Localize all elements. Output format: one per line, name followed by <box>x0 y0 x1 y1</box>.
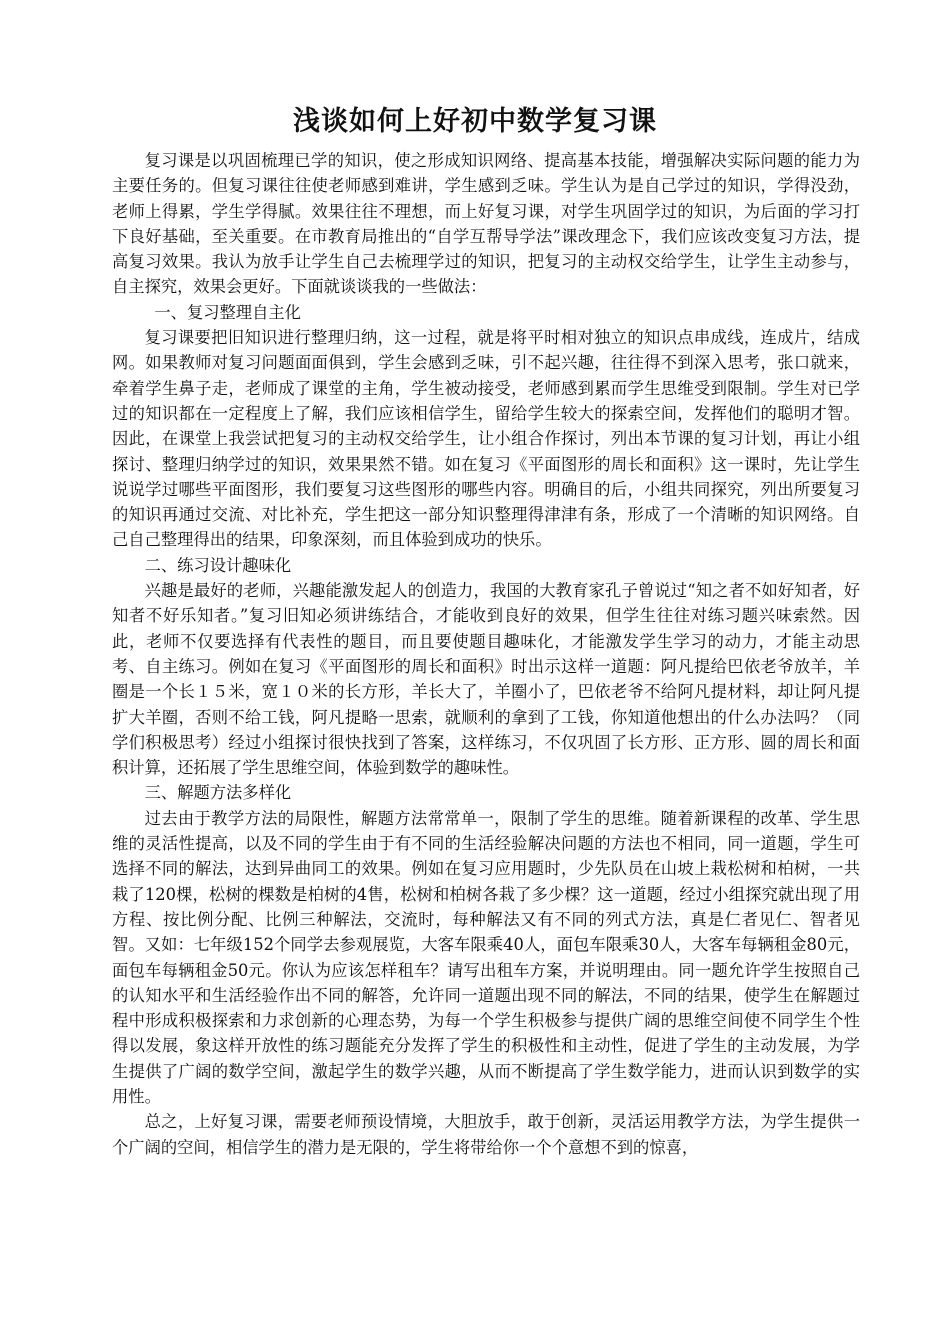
section-heading-3: 三、解题方法多样化 <box>144 783 292 803</box>
section-paragraph-1: 复习课要把旧知识进行整理归纳，这一过程，就是将平时相对独立的知识点串成线，连成片，结成网。如果教师对复习问题面面俱到，学生会感到乏味，引不起兴趣，往往得不到深入思考，张口就来，牵着学生鼻子走，老师成了课堂的主角，学生被动接受，老师感到累而学生思维受到限制。学生对已学过的知识都在一定程度上了解，我们应该相信学生，留给学生较大的探索空间，发挥他们的聪明才智。因此，在课堂上我尝试把复习的主动权交给学生，让小组合作探讨，列出本节课的复习计划，再让小组探讨、整理归纳学过的知识，效果果然不错。如在复习《平面图形的周长和面积》这一课时，先让学生说说学过哪些平面图形，我们要复习这些图形的哪些内容。明确目的后，小组共同探究，列出所要复习的知识再通过交流、对比补充，学生把这一部分知识整理得津津有条，形成了一个清晰的知识网络。自己自己整理得出的结果，印象深刻，而且体验到成功的快乐。 <box>112 328 860 550</box>
section-paragraph-2: 兴趣是最好的老师，兴趣能激发起人的创造力，我国的大教育家孔子曾说过“知之者不如好知者，好知者不好乐知者。”复习旧知必须讲练结合，才能收到良好的效果，但学生往往对练习题兴味索然。因此，老师不仅要选择有代表性的题目，而且要使题目趣味化，才能激发学生学习的动力，才能主动思考、自主练习。例如在复习《平面图形的周长和面积》时出示这样一道题：阿凡提给巴依老爷放羊，羊圈是一个长１５米，宽１０米的长方形，羊长大了，羊圈小了，巴依老爷不给阿凡提材料，却让阿凡提扩大羊圈，否则不给工钱，阿凡提略一思索，就顺利的拿到了工钱，你知道他想出的什么办法吗？（同学们积极思考）经过小组探讨很快找到了答案，这样练习，不仅巩固了长方形、正方形、圆的周长和面积计算，还拓展了学生思维空间，体验到数学的趣味性。 <box>112 581 860 778</box>
section-paragraph-3: 过去由于教学方法的局限性，解题方法常常单一，限制了学生的思维。随着新课程的改革、学生思维的灵活性提高，以及不同的学生由于有不同的生活经验解决问题的方法也不相同，同一道题，学生可选择不同的解法，达到异曲同工的效果。例如在复习应用题时，少先队员在山坡上栽松树和柏树，一共栽了120棵，松树的棵数是柏树的4售，松树和柏树各栽了多少棵？这一道题，经过小组探究就出现了用方程、按比例分配、比例三种解法，交流时，每种解法又有不同的列式方法，真是仁者见仁、智者见智。又如：七年级152个同学去参观展览，大客车限乘40人，面包车限乘30人，大客车每辆租金80元，面包车每辆租金50元。你认为应该怎样租车？请写出租车方案，并说明理由。同一题允许学生按照自己的认知水平和生活经验作出不同的解答，允许同一道题出现不同的解法，不同的结果，使学生在解题过程中形成积极探索和力求创新的心理态势，为每一个学生积极参与提供广阔的思维空间使不同学生个性得以发展，象这样开放性的练习题能充分发挥了学生的积极性和主动性，促进了学生的主动发展，为学生提供了广阔的数学空间，激起学生的数学兴趣，从而不断提高了学生数学能力，进而认识到数学的实用性。 <box>112 808 860 1106</box>
document-body <box>112 148 860 1160</box>
section-heading-2: 二、练习设计趣味化 <box>144 555 292 575</box>
section-heading-1: 一、复习整理自主化 <box>154 302 301 322</box>
conclusion-paragraph: 总之，上好复习课，需要老师预设情境，大胆放手，敢于创新，灵活运用教学方法，为学生提供一个广阔的空间，相信学生的潜力是无限的，学生将带给你一个个意想不到的惊喜， <box>112 1112 860 1157</box>
document-title: 浅谈如何上好初中数学复习课 <box>293 106 657 137</box>
intro-paragraph: 复习课是以巩固梳理已学的知识，使之形成知识网络、提高基本技能，增强解决实际问题的能力为主要任务的。但复习课往往使老师感到难讲，学生感到乏味。学生认为是自己学过的知识，学得没劲，老师上得累，学生学得腻。效果往往不理想，而上好复习课，对学生巩固学过的知识，为后面的学习打下良好基础，至关重要。在市教育局推出的“自学互帮导学法”课改理念下，我们应该改变复习方法，提高复习效果。我认为放手让学生自己去梳理学过的知识，把复习的主动权交给学生，让学生主动参与，自主探究，效果会更好。下面就谈谈我的一些做法： <box>112 151 860 297</box>
